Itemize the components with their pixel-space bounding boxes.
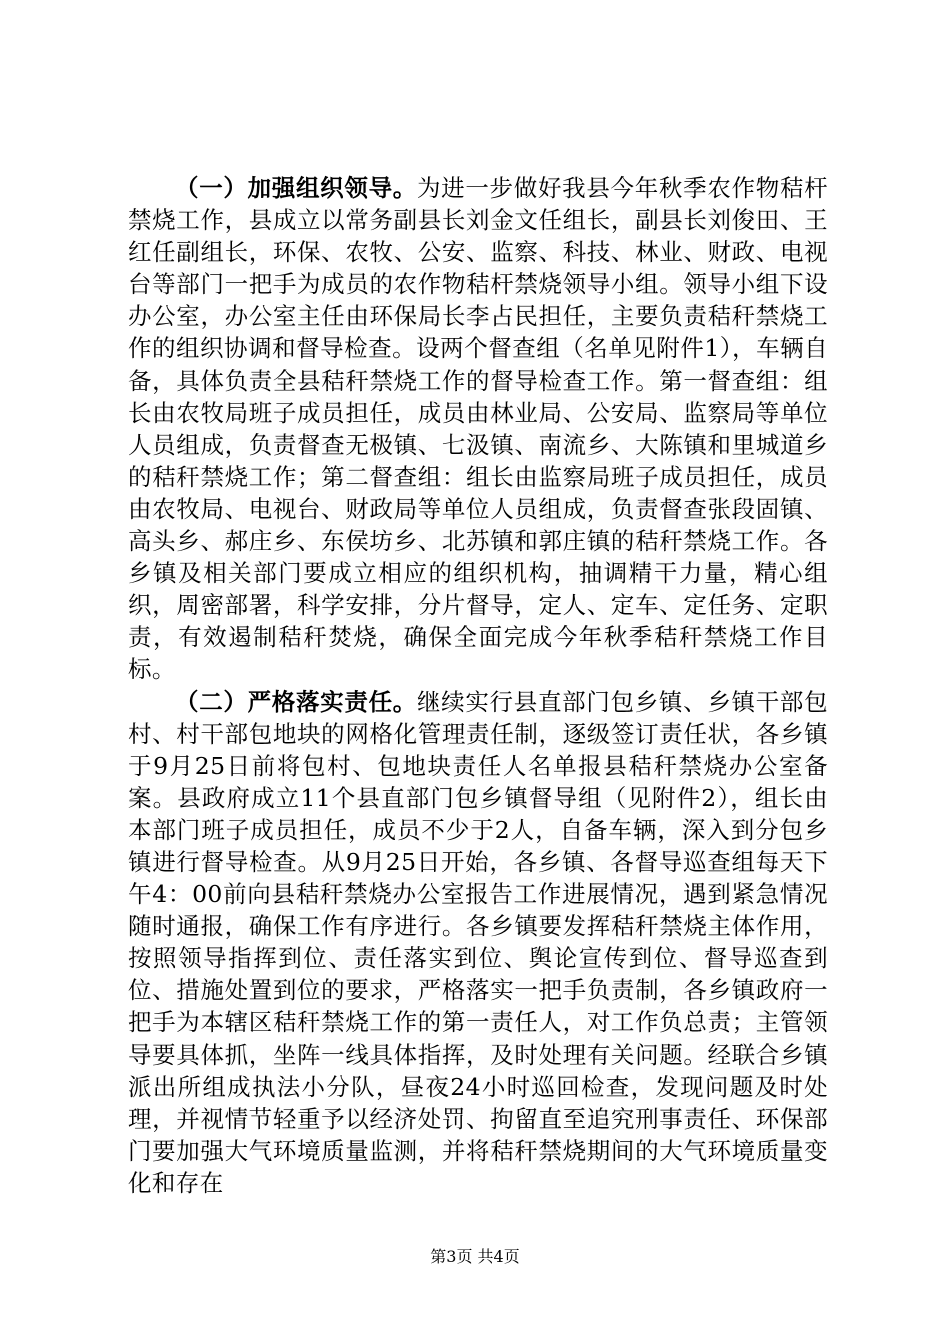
paragraph-text: 继续实行县直部门包乡镇、乡镇干部包村、村干部包地块的网格化管理责任制，逐级签订责任状，各乡镇于9月25日前将包村、包地块责任人名单报县秸秆禁烧办公室备案。县政府成立11个县直部门包乡镇督导组（见附件2），组长由本部门班子成员担任，成员不少于2人，自备车辆，深入到分包乡镇进行督导检查。从9月25日开始，各乡镇、各督导巡查组每天下午4：00前向县秸秆禁烧办公室报告工作进展情况，遇到紧急情况随时通报，确保工作有序进行。各乡镇要发挥秸秆禁烧主体作用，按照领导指挥到位、责任落实到位、舆论宣传到位、督导巡查到位、措施处置到位的要求，严格落实一把手负责制，各乡镇政府一把手为本辖区秸秆禁烧工作的第一责任人，对工作负总责；主管领导要具体抓，坐阵一线具体指挥，及时处理有关问题。经联合乡镇派出所组成执法小分队，昼夜24小时巡回检查，发现问题及时处理，并视情节轻重予以经济处罚、拘留直至追究刑事责任、环保部门要加强大气环境质量监测，并将秸秆禁烧期间的大气环境质量变化和存在 [128, 687, 828, 1197]
document-body [128, 172, 828, 1199]
paragraph-heading: （一）加强组织领导。 [175, 174, 417, 202]
paragraph-implement-responsibility [128, 686, 828, 1200]
page-number-footer: 第3页 共4页 [430, 1247, 520, 1266]
paragraph-organization-leadership [128, 172, 828, 686]
paragraph-text: 为进一步做好我县今年秋季农作物秸杆禁烧工作，县成立以常务副县长刘金文任组长，副县长刘俊田、王红任副组长，环保、农牧、公安、监察、科技、林业、财政、电视台等部门一把手为成员的农作物秸杆禁烧领导小组。领导小组下设办公室，办公室主任由环保局长李占民担任，主要负责秸秆禁烧工作的组织协调和督导检查。设两个督查组（名单见附件1），车辆自备，具体负责全县秸秆禁烧工作的督导检查工作。第一督查组：组长由农牧局班子成员担任，成员由林业局、公安局、监察局等单位人员组成，负责督查无极镇、七汲镇、南流乡、大陈镇和里城道乡的秸秆禁烧工作；第二督查组：组长由监察局班子成员担任，成员由农牧局、电视台、财政局等单位人员组成，负责督查张段固镇、高头乡、郝庄乡、东侯坊乡、北苏镇和郭庄镇的秸秆禁烧工作。各乡镇及相关部门要成立相应的组织机构，抽调精干力量，精心组织，周密部署，科学安排，分片督导，定人、定车、定任务、定职责，有效遏制秸秆焚烧，确保全面完成今年秋季秸秆禁烧工作目标。 [128, 174, 828, 684]
paragraph-heading: （二）严格落实责任。 [175, 687, 417, 716]
